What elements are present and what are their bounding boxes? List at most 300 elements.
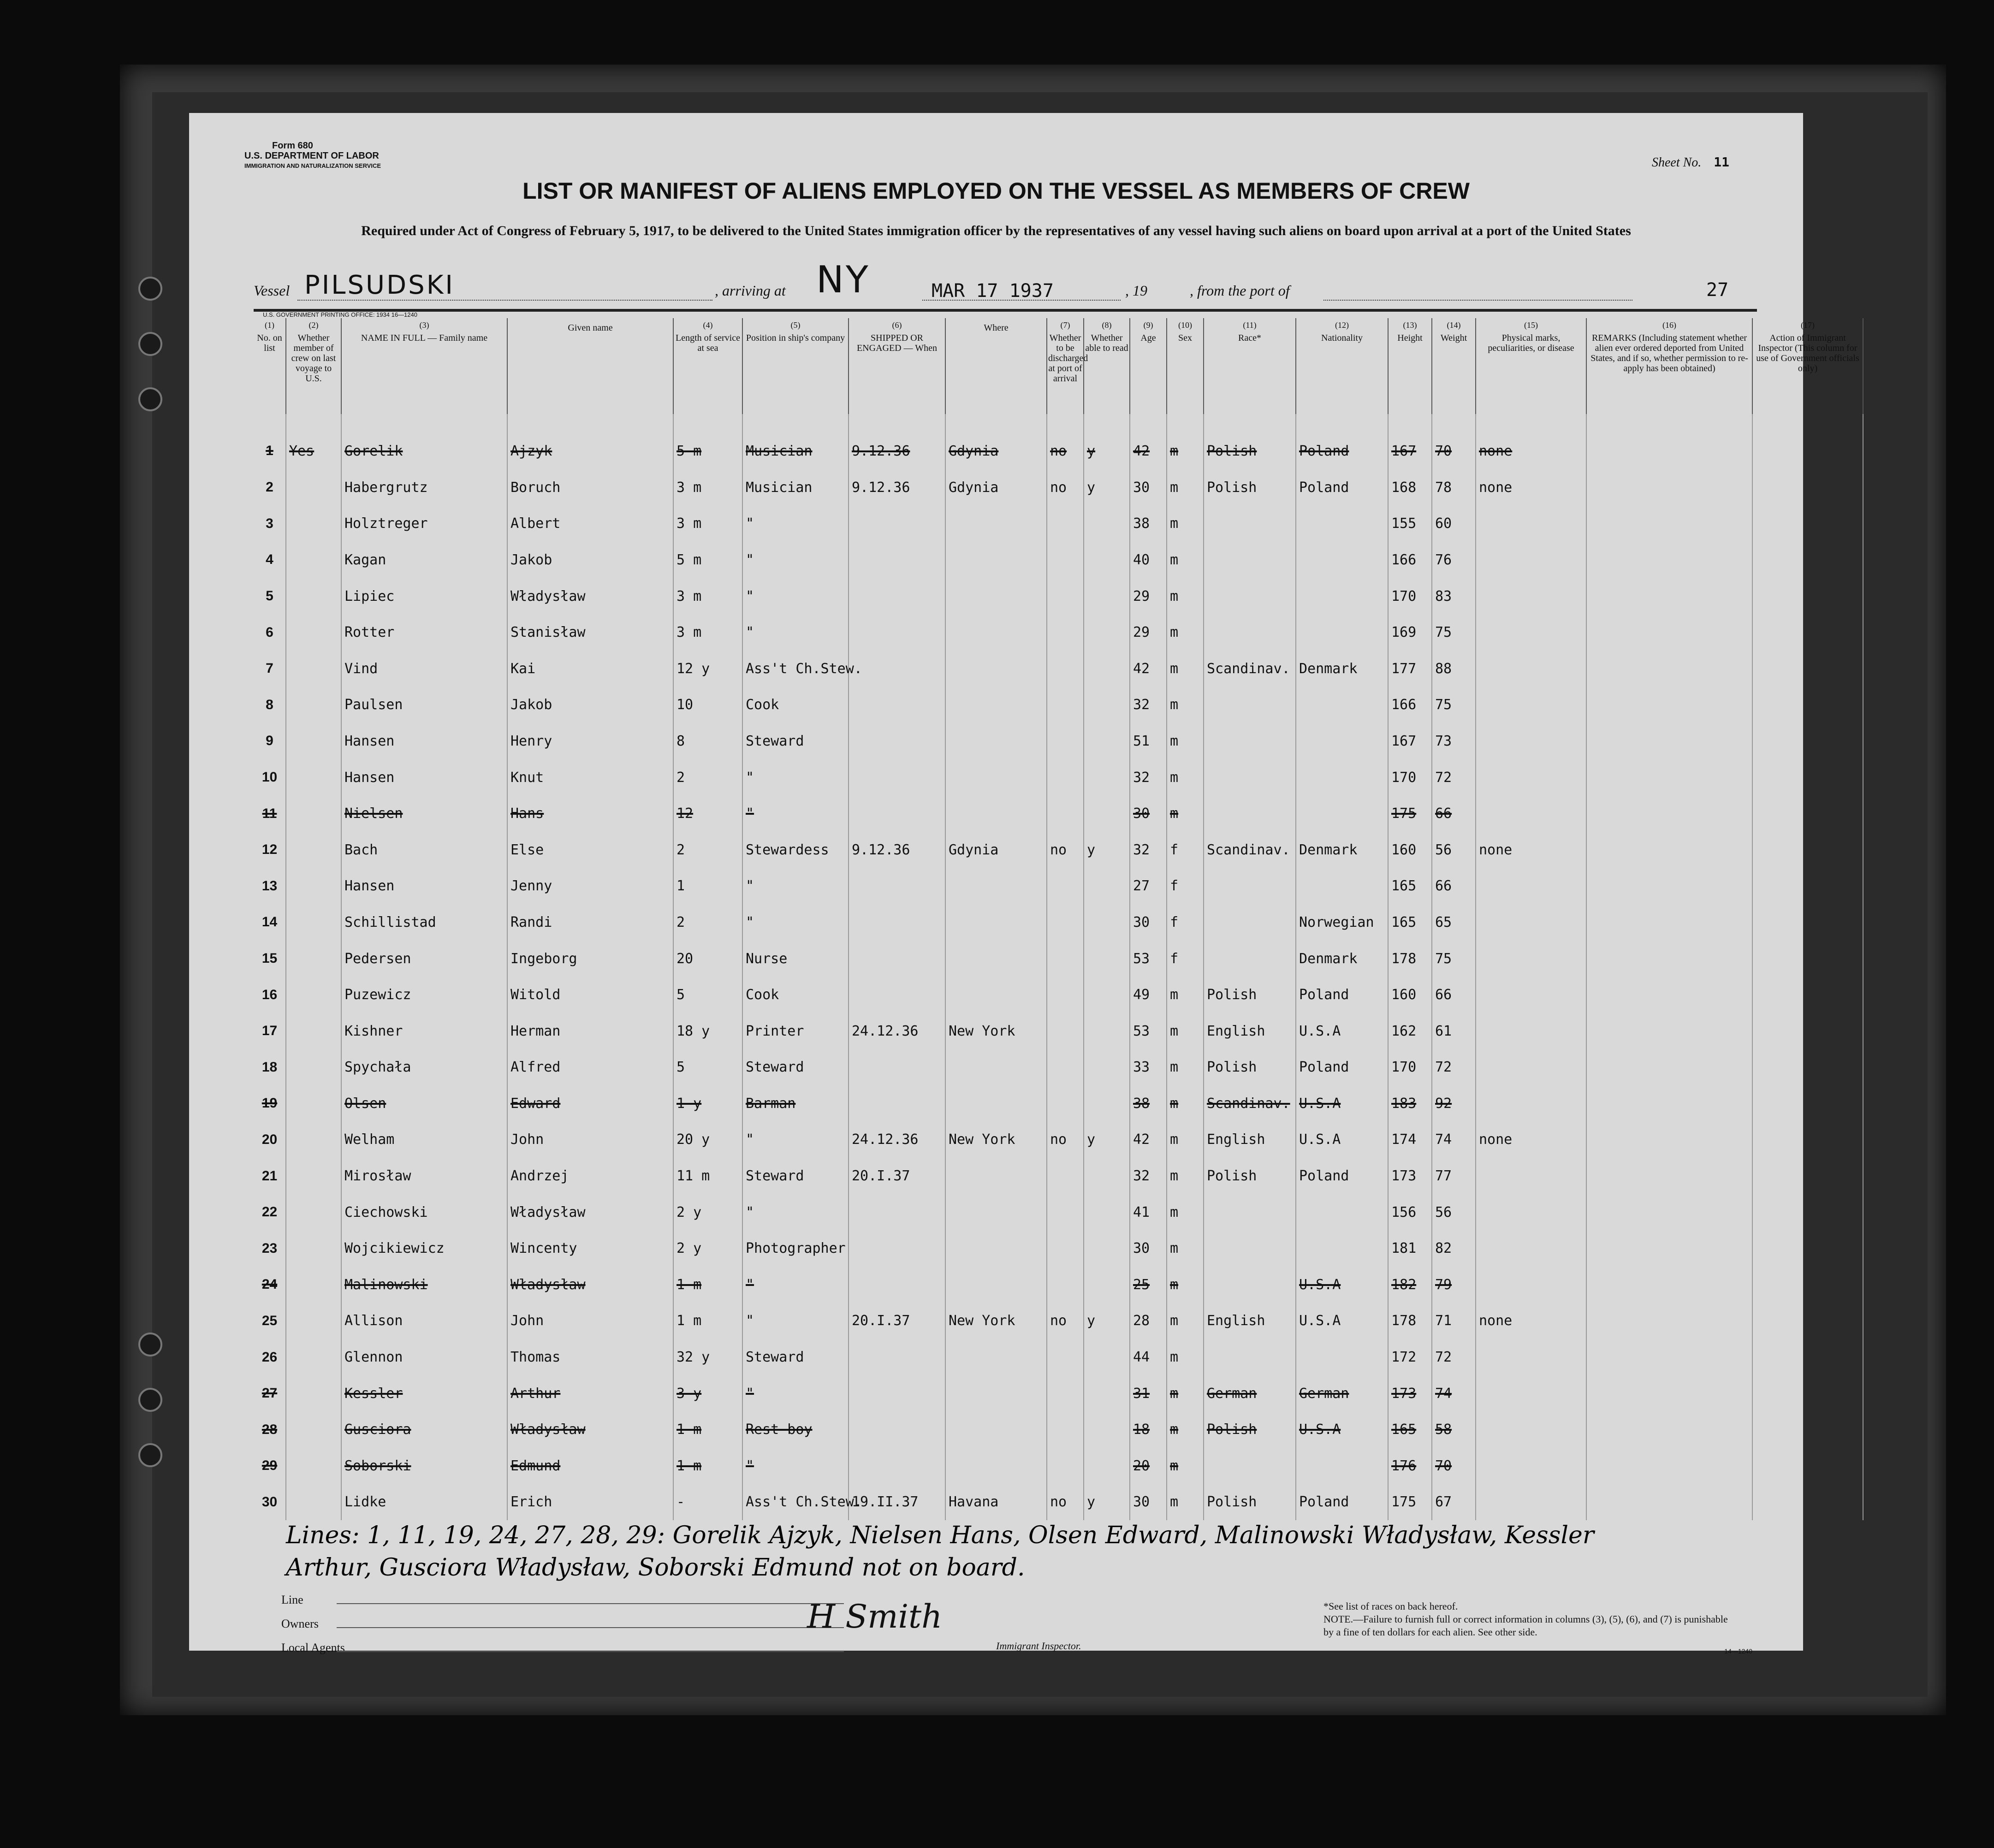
- cell-service: 12 y: [673, 651, 742, 687]
- cell-discharged: [1047, 651, 1084, 687]
- cell-discharged: [1047, 795, 1084, 832]
- cell-family: Welham: [341, 1122, 507, 1158]
- cell-no: 14: [254, 904, 286, 941]
- cell-no: 2: [254, 469, 286, 506]
- cell-given: Edmund: [507, 1448, 673, 1484]
- column-label: Whether member of crew on last voyage to U.S.: [291, 333, 336, 384]
- cell-age: 42: [1130, 1122, 1167, 1158]
- cell-read: [1084, 687, 1130, 723]
- cell-action: [1752, 1303, 1863, 1339]
- cell-position: ": [742, 759, 849, 796]
- cell-service: 1 m: [673, 1303, 742, 1339]
- cell-last: [286, 1303, 341, 1339]
- cell-service: -: [673, 1484, 742, 1521]
- cell-given: Boruch: [507, 469, 673, 506]
- cell-discharged: [1047, 1448, 1084, 1484]
- cell-weight: 58: [1432, 1411, 1476, 1448]
- cell-marks: [1476, 1339, 1586, 1375]
- cell-position: Cook: [742, 687, 849, 723]
- cell-position: Musician: [742, 469, 849, 506]
- cell-weight: 75: [1432, 941, 1476, 977]
- cell-action: [1752, 904, 1863, 941]
- cell-service: 1: [673, 868, 742, 905]
- cell-read: [1084, 941, 1130, 977]
- cell-read: [1084, 795, 1130, 832]
- cell-nationality: [1296, 723, 1388, 759]
- cell-weight: 60: [1432, 506, 1476, 542]
- handwritten-note: Lines: 1, 11, 19, 24, 27, 28, 29: Gorelik Ajzyk, Nielsen Hans, Olsen Edward, Malinowski Władysław, Kessler Arthur, Gusciora Władysław, Soborski Edmund not on board.: [286, 1522, 1594, 1581]
- cell-read: [1084, 651, 1130, 687]
- column-header: [254, 318, 286, 414]
- cell-when: [849, 506, 945, 542]
- cell-when: [849, 1267, 945, 1303]
- cell-discharged: [1047, 1267, 1084, 1303]
- cell-read: y: [1084, 469, 1130, 506]
- cell-position: Steward: [742, 1158, 849, 1194]
- cell-service: 20: [673, 941, 742, 977]
- cell-nationality: Poland: [1296, 469, 1388, 506]
- cell-last: [286, 578, 341, 615]
- cell-action: [1752, 1194, 1863, 1231]
- cell-weight: 66: [1432, 868, 1476, 905]
- footer-notes: [1323, 1600, 1739, 1639]
- cell-age: 30: [1130, 469, 1167, 506]
- cell-service: 2 y: [673, 1194, 742, 1231]
- cell-where: [945, 651, 1047, 687]
- cell-where: Havana: [945, 1484, 1047, 1521]
- cell-race: [1204, 687, 1296, 723]
- cell-family: Lipiec: [341, 578, 507, 615]
- cell-position: ": [742, 1194, 849, 1231]
- cell-age: 30: [1130, 1230, 1167, 1267]
- cell-read: [1084, 723, 1130, 759]
- cell-nationality: Denmark: [1296, 832, 1388, 868]
- cell-no: 11: [254, 795, 286, 832]
- cell-last: [286, 1158, 341, 1194]
- cell-discharged: [1047, 1194, 1084, 1231]
- cell-position: ": [742, 1267, 849, 1303]
- cell-sex: m: [1167, 759, 1204, 796]
- column-number: (3): [419, 320, 429, 330]
- cell-sex: m: [1167, 506, 1204, 542]
- cell-position: ": [742, 1303, 849, 1339]
- cell-race: [1204, 1339, 1296, 1375]
- cell-read: [1084, 1049, 1130, 1086]
- cell-height: 156: [1388, 1194, 1432, 1231]
- cell-marks: [1476, 1448, 1586, 1484]
- column-number: (12): [1335, 320, 1349, 330]
- cell-when: [849, 977, 945, 1013]
- cell-remarks: [1586, 506, 1752, 542]
- cell-weight: 72: [1432, 1049, 1476, 1086]
- cell-where: [945, 1375, 1047, 1412]
- cell-marks: [1476, 614, 1586, 651]
- cell-sex: m: [1167, 795, 1204, 832]
- cell-last: [286, 868, 341, 905]
- cell-action: [1752, 651, 1863, 687]
- cell-sex: m: [1167, 1448, 1204, 1484]
- column-label: Whether able to read: [1085, 333, 1128, 353]
- cell-sex: f: [1167, 832, 1204, 868]
- sheet-label: Sheet No.: [1651, 155, 1702, 170]
- cell-weight: 74: [1432, 1375, 1476, 1412]
- cell-height: 160: [1388, 977, 1432, 1013]
- column-header: [1752, 318, 1863, 414]
- cell-discharged: [1047, 1375, 1084, 1412]
- cell-given: Władysław: [507, 1194, 673, 1231]
- cell-family: Gusciora: [341, 1411, 507, 1448]
- cell-when: [849, 1194, 945, 1231]
- cell-last: [286, 1267, 341, 1303]
- cell-position: ": [742, 1375, 849, 1412]
- department-name: U.S. DEPARTMENT OF LABOR: [244, 151, 379, 161]
- column-number: (8): [1102, 320, 1112, 330]
- cell-sex: m: [1167, 651, 1204, 687]
- cell-discharged: no: [1047, 414, 1084, 469]
- cell-position: ": [742, 868, 849, 905]
- cell-sex: m: [1167, 687, 1204, 723]
- cell-given: Albert: [507, 506, 673, 542]
- form-header: [244, 141, 381, 171]
- cell-action: [1752, 1013, 1863, 1049]
- cell-remarks: [1586, 759, 1752, 796]
- cell-remarks: [1586, 1303, 1752, 1339]
- cell-position: Printer: [742, 1013, 849, 1049]
- column-number: (7): [1060, 320, 1070, 330]
- cell-when: 20.I.37: [849, 1303, 945, 1339]
- table-row: [254, 977, 1863, 1013]
- cell-nationality: [1296, 795, 1388, 832]
- cell-where: [945, 1158, 1047, 1194]
- cell-given: Wincenty: [507, 1230, 673, 1267]
- cell-remarks: [1586, 469, 1752, 506]
- cell-height: 165: [1388, 868, 1432, 905]
- binder-hole: [138, 332, 162, 356]
- cell-race: German: [1204, 1375, 1296, 1412]
- cell-when: [849, 542, 945, 578]
- cell-sex: m: [1167, 1339, 1204, 1375]
- cell-when: [849, 941, 945, 977]
- cell-where: [945, 1339, 1047, 1375]
- cell-weight: 66: [1432, 977, 1476, 1013]
- binder-hole: [138, 1388, 162, 1412]
- cell-remarks: [1586, 578, 1752, 615]
- cell-sex: m: [1167, 578, 1204, 615]
- cell-action: [1752, 578, 1863, 615]
- cell-discharged: [1047, 868, 1084, 905]
- cell-remarks: [1586, 414, 1752, 469]
- cell-given: Władysław: [507, 1411, 673, 1448]
- column-label: REMARKS (Including statement whether alien ever ordered deported from United States, and if so, whether permission to re-apply has been obtained): [1590, 333, 1748, 373]
- cell-height: 173: [1388, 1158, 1432, 1194]
- cell-no: 24: [254, 1267, 286, 1303]
- cell-no: 29: [254, 1448, 286, 1484]
- cell-action: [1752, 1049, 1863, 1086]
- cell-action: [1752, 1085, 1863, 1122]
- cell-discharged: [1047, 723, 1084, 759]
- cell-height: 167: [1388, 414, 1432, 469]
- cell-given: Randi: [507, 904, 673, 941]
- cell-position: Barman: [742, 1085, 849, 1122]
- cell-marks: [1476, 1194, 1586, 1231]
- cell-nationality: Poland: [1296, 1158, 1388, 1194]
- cell-read: [1084, 1375, 1130, 1412]
- cell-height: 170: [1388, 759, 1432, 796]
- cell-age: 53: [1130, 941, 1167, 977]
- cell-action: [1752, 723, 1863, 759]
- cell-when: [849, 1339, 945, 1375]
- cell-age: 32: [1130, 1158, 1167, 1194]
- cell-nationality: German: [1296, 1375, 1388, 1412]
- cell-race: [1204, 1194, 1296, 1231]
- table-row: [254, 759, 1863, 796]
- cell-no: 18: [254, 1049, 286, 1086]
- cell-family: Wojcikiewicz: [341, 1230, 507, 1267]
- cell-position: Nurse: [742, 941, 849, 977]
- cell-last: [286, 759, 341, 796]
- cell-when: [849, 1448, 945, 1484]
- cell-sex: m: [1167, 1194, 1204, 1231]
- line-field: [337, 1603, 844, 1604]
- cell-action: [1752, 1230, 1863, 1267]
- cell-remarks: [1586, 1013, 1752, 1049]
- cell-race: Scandinav.: [1204, 832, 1296, 868]
- manifest-page: [189, 113, 1859, 1655]
- cell-when: [849, 868, 945, 905]
- cell-race: English: [1204, 1013, 1296, 1049]
- cell-read: [1084, 1013, 1130, 1049]
- cell-read: [1084, 1085, 1130, 1122]
- cell-age: 25: [1130, 1267, 1167, 1303]
- cell-discharged: [1047, 614, 1084, 651]
- cell-discharged: [1047, 1411, 1084, 1448]
- cell-race: [1204, 542, 1296, 578]
- cell-service: 3 m: [673, 614, 742, 651]
- column-header: [1130, 318, 1167, 414]
- cell-no: 16: [254, 977, 286, 1013]
- cell-read: [1084, 977, 1130, 1013]
- cell-last: [286, 1339, 341, 1375]
- cell-given: Knut: [507, 759, 673, 796]
- cell-race: [1204, 904, 1296, 941]
- cell-position: ": [742, 1448, 849, 1484]
- column-number: (1): [265, 320, 274, 330]
- cell-last: [286, 941, 341, 977]
- cell-position: ": [742, 1122, 849, 1158]
- cell-marks: [1476, 868, 1586, 905]
- cell-read: [1084, 868, 1130, 905]
- cell-sex: m: [1167, 1013, 1204, 1049]
- cell-marks: [1476, 904, 1586, 941]
- cell-sex: f: [1167, 941, 1204, 977]
- cell-age: 30: [1130, 1484, 1167, 1521]
- cell-age: 29: [1130, 614, 1167, 651]
- cell-discharged: [1047, 1049, 1084, 1086]
- cell-no: 13: [254, 868, 286, 905]
- cell-weight: 74: [1432, 1122, 1476, 1158]
- cell-sex: m: [1167, 1049, 1204, 1086]
- cell-weight: 79: [1432, 1267, 1476, 1303]
- column-label: SHIPPED OR ENGAGED — When: [856, 333, 938, 353]
- table-row: [254, 1230, 1863, 1267]
- cell-discharged: [1047, 904, 1084, 941]
- table-row: [254, 469, 1863, 506]
- column-header: [673, 318, 742, 414]
- cell-service: 5 m: [673, 542, 742, 578]
- cell-marks: [1476, 542, 1586, 578]
- form-code: 14—1240: [1724, 1647, 1752, 1655]
- column-number: (2): [309, 320, 319, 330]
- column-label: NAME IN FULL — Family name: [361, 333, 488, 343]
- cell-read: [1084, 1339, 1130, 1375]
- table-row: [254, 1158, 1863, 1194]
- cell-race: [1204, 1267, 1296, 1303]
- table-row: [254, 832, 1863, 868]
- cell-no: 1: [254, 414, 286, 469]
- cell-height: 155: [1388, 506, 1432, 542]
- cell-race: [1204, 1448, 1296, 1484]
- cell-last: [286, 1049, 341, 1086]
- cell-where: Gdynia: [945, 469, 1047, 506]
- column-label: Length of service at sea: [676, 333, 740, 353]
- column-label: Height: [1397, 333, 1423, 343]
- binder-hole: [138, 1443, 162, 1467]
- cell-height: 168: [1388, 469, 1432, 506]
- cell-position: Cook: [742, 977, 849, 1013]
- table-row: [254, 941, 1863, 977]
- cell-when: [849, 578, 945, 615]
- year-label: , 19: [1125, 282, 1147, 299]
- cell-age: 20: [1130, 1448, 1167, 1484]
- service-name: IMMIGRATION AND NATURALIZATION SERVICE: [244, 162, 381, 169]
- cell-remarks: [1586, 542, 1752, 578]
- cell-service: 32 y: [673, 1339, 742, 1375]
- cell-weight: 75: [1432, 614, 1476, 651]
- cell-nationality: [1296, 759, 1388, 796]
- arriving-label: , arriving at: [715, 282, 786, 299]
- cell-action: [1752, 506, 1863, 542]
- cell-remarks: [1586, 1339, 1752, 1375]
- cell-discharged: [1047, 1158, 1084, 1194]
- cell-action: [1752, 687, 1863, 723]
- table-row: [254, 1013, 1863, 1049]
- table-row: [254, 1303, 1863, 1339]
- cell-no: 5: [254, 578, 286, 615]
- cell-given: Andrzej: [507, 1158, 673, 1194]
- cell-service: 2 y: [673, 1230, 742, 1267]
- cell-age: 40: [1130, 542, 1167, 578]
- cell-remarks: [1586, 1194, 1752, 1231]
- column-header: [945, 318, 1047, 414]
- cell-age: 44: [1130, 1339, 1167, 1375]
- cell-no: 8: [254, 687, 286, 723]
- cell-marks: none: [1476, 1122, 1586, 1158]
- cell-race: English: [1204, 1122, 1296, 1158]
- cell-discharged: [1047, 977, 1084, 1013]
- cell-sex: m: [1167, 1158, 1204, 1194]
- cell-service: 5: [673, 977, 742, 1013]
- column-number: (6): [892, 320, 902, 330]
- cell-read: [1084, 1158, 1130, 1194]
- cell-weight: 56: [1432, 832, 1476, 868]
- cell-last: [286, 506, 341, 542]
- cell-given: Jenny: [507, 868, 673, 905]
- cell-weight: 82: [1432, 1230, 1476, 1267]
- cell-no: 15: [254, 941, 286, 977]
- cell-when: 9.12.36: [849, 469, 945, 506]
- cell-height: 167: [1388, 723, 1432, 759]
- column-header: [1204, 318, 1296, 414]
- table-row: [254, 687, 1863, 723]
- cell-no: 20: [254, 1122, 286, 1158]
- column-number: (9): [1143, 320, 1153, 330]
- cell-weight: 72: [1432, 759, 1476, 796]
- cell-last: [286, 723, 341, 759]
- cell-nationality: [1296, 1339, 1388, 1375]
- cell-where: [945, 1448, 1047, 1484]
- cell-nationality: U.S.A: [1296, 1303, 1388, 1339]
- table-row: [254, 1122, 1863, 1158]
- cell-position: Musician: [742, 414, 849, 469]
- cell-given: Stanisław: [507, 614, 673, 651]
- cell-age: 32: [1130, 687, 1167, 723]
- cell-no: 28: [254, 1411, 286, 1448]
- cell-family: Gorelik: [341, 414, 507, 469]
- cell-given: John: [507, 1303, 673, 1339]
- cell-service: 10: [673, 687, 742, 723]
- cell-given: Ingeborg: [507, 941, 673, 977]
- cell-age: 18: [1130, 1411, 1167, 1448]
- cell-age: 38: [1130, 1085, 1167, 1122]
- cell-action: [1752, 1158, 1863, 1194]
- cell-last: [286, 795, 341, 832]
- column-header: [507, 318, 673, 414]
- cell-height: 160: [1388, 832, 1432, 868]
- column-header: [1296, 318, 1388, 414]
- cell-race: [1204, 506, 1296, 542]
- column-header: [1047, 318, 1088, 414]
- cell-action: [1752, 1339, 1863, 1375]
- cell-discharged: [1047, 578, 1084, 615]
- cell-race: Scandinav.: [1204, 1085, 1296, 1122]
- cell-when: [849, 687, 945, 723]
- cell-read: y: [1084, 832, 1130, 868]
- cell-position: Ass't Ch.Stew.: [742, 1484, 849, 1521]
- cell-read: [1084, 1230, 1130, 1267]
- cell-action: [1752, 1375, 1863, 1412]
- cell-no: 27: [254, 1375, 286, 1412]
- column-label: Nationality: [1321, 333, 1363, 343]
- cell-race: Polish: [1204, 1158, 1296, 1194]
- cell-family: Kagan: [341, 542, 507, 578]
- cell-family: Nielsen: [341, 795, 507, 832]
- cell-family: Spychała: [341, 1049, 507, 1086]
- cell-age: 41: [1130, 1194, 1167, 1231]
- cell-remarks: [1586, 832, 1752, 868]
- cell-read: [1084, 759, 1130, 796]
- cell-family: Malinowski: [341, 1267, 507, 1303]
- cell-where: [945, 868, 1047, 905]
- column-header: [1432, 318, 1476, 414]
- column-label: Race*: [1238, 333, 1261, 343]
- cell-nationality: [1296, 542, 1388, 578]
- cell-nationality: Denmark: [1296, 651, 1388, 687]
- cell-weight: 65: [1432, 904, 1476, 941]
- cell-remarks: [1586, 1484, 1752, 1521]
- cell-marks: [1476, 723, 1586, 759]
- cell-position: Photographer: [742, 1230, 849, 1267]
- cell-where: [945, 614, 1047, 651]
